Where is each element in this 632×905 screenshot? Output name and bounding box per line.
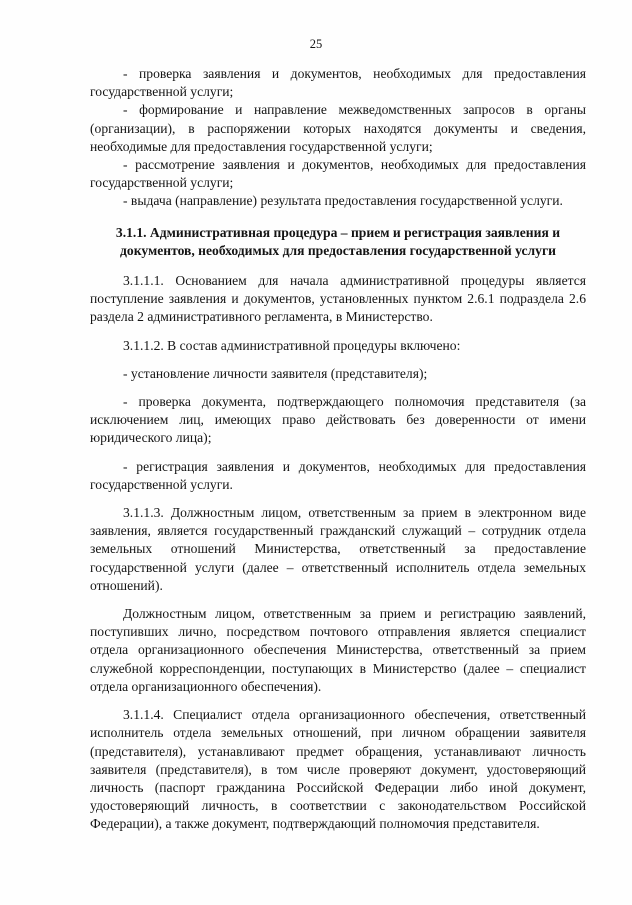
list-item-registration: - регистрация заявления и документов, необходимых для предоставления государственной услуги. [90, 458, 586, 492]
list-item-interagency-requests: - формирование и направление межведомственных запросов в органы (организации), в распоряжении которых находятся документы и сведения, необходимые для предоставления государственной услуги; [90, 102, 586, 154]
list-item-check-authority: - проверка документа, подтверждающего полномочия представителя (за исключением лиц, имеющих право действовать без доверенности от имени юридического лица); [90, 394, 586, 446]
list-item-review-application: - рассмотрение заявления и документов, необходимых для предоставления государственной услуги; [90, 157, 586, 191]
paragraph-3-1-1-4: 3.1.1.4. Специалист отдела организационного обеспечения, ответственный исполнитель отдела земельных отношений, при личном обращении заявителя (представителя), устанавливают предмет обращения, устанавливают личность заявителя (представителя), в том числе проверяют документ, удостоверяющий личность (паспорт гражданина Российской Федерации либо иной документ, удостоверяющий личность, в соответствии с законодательством Российской Федерации), а также документ, подтверждающий полномочия представителя. [90, 707, 586, 832]
list-item-identity: - установление личности заявителя (представителя); [123, 365, 428, 381]
list-item-check-documents: - проверка заявления и документов, необходимых для предоставления государственной услуги; [90, 66, 586, 100]
document-body [90, 65, 586, 834]
paragraph-3-1-1-1: 3.1.1.1. Основанием для начала административной процедуры является поступление заявления и документов, установленных пунктом 2.6.1 подраздела 2.6 раздела 2 административного регламента, в Министерство. [90, 273, 586, 325]
list-item-issue-result: - выдача (направление) результата предоставления государственной услуги. [123, 193, 563, 209]
paragraph-3-1-1-3: 3.1.1.3. Должностным лицом, ответственным за прием в электронном виде заявления, является государственный гражданский служащий – сотрудник отдела земельных отношений Министерства, ответственный за предоставление государственной услуги (далее – ответственный исполнитель отдела земельных отношений). [90, 505, 586, 593]
page-number: 25 [309, 37, 323, 51]
paragraph-responsible-registration: Должностным лицом, ответственным за прием и регистрацию заявлений, поступивших лично, посредством почтового отправления является специалист отдела организационного обеспечения Министерства, ответственный за прием служебной корреспонденции, поступающих в Министерство (далее – специалист отдела организационного обеспечения). [90, 606, 586, 694]
paragraph-3-1-1-2: 3.1.1.2. В состав административной процедуры включено: [123, 337, 461, 353]
section-heading-3-1-1: 3.1.1. Административная процедура – прием и регистрация заявления и документов, необходимых для предоставления государственной услуги [115, 224, 561, 258]
